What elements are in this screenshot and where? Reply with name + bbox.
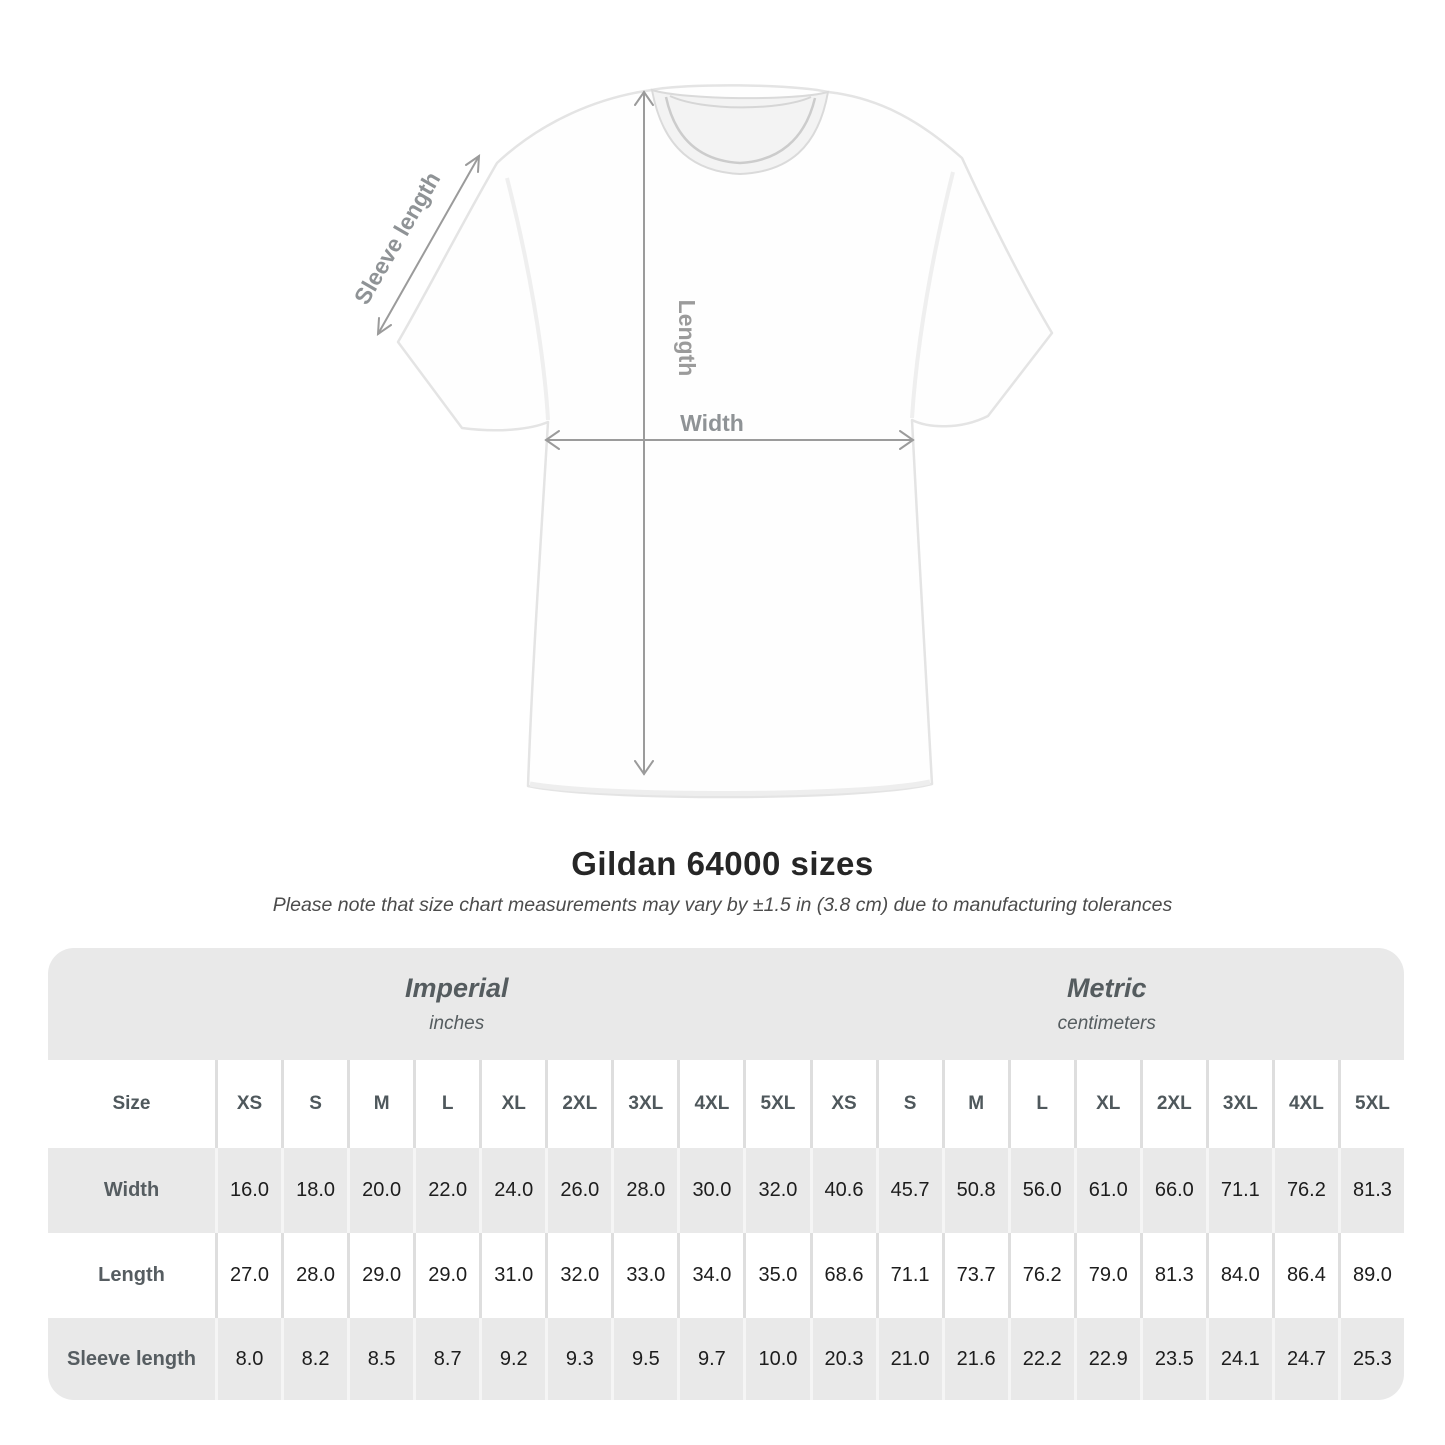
value-cell: 24.1 — [1206, 1318, 1272, 1400]
imperial-band — [48, 948, 810, 1060]
size-header-metric-3xl: 3XL — [1206, 1060, 1272, 1148]
size-header-metric-4xl: 4XL — [1272, 1060, 1338, 1148]
value-cell: 24.7 — [1272, 1318, 1338, 1400]
value-cell: 8.5 — [347, 1318, 413, 1400]
value-cell: 79.0 — [1074, 1233, 1140, 1318]
value-cell: 23.5 — [1140, 1318, 1206, 1400]
value-cell: 35.0 — [743, 1233, 809, 1318]
size-header-imperial-2xl: 2XL — [545, 1060, 611, 1148]
size-header-imperial-m: M — [347, 1060, 413, 1148]
value-cell: 24.0 — [479, 1148, 545, 1233]
value-cell: 31.0 — [479, 1233, 545, 1318]
value-cell: 10.0 — [743, 1318, 809, 1400]
value-cell: 56.0 — [1008, 1148, 1074, 1233]
value-cell: 68.6 — [810, 1233, 876, 1318]
metric-unit-name: Metric — [1066, 973, 1147, 1003]
size-header-metric-5xl: 5XL — [1338, 1060, 1404, 1148]
chart-title: Gildan 64000 sizes — [571, 845, 874, 882]
imperial-unit-name: Imperial — [404, 973, 509, 1003]
value-cell: 40.6 — [810, 1148, 876, 1233]
size-header-imperial-s: S — [281, 1060, 347, 1148]
length-label: Length — [674, 299, 700, 377]
value-cell: 26.0 — [545, 1148, 611, 1233]
value-cell: 86.4 — [1272, 1233, 1338, 1318]
value-cell: 45.7 — [876, 1148, 942, 1233]
metric-band — [810, 948, 1405, 1060]
value-cell: 8.7 — [413, 1318, 479, 1400]
size-header-metric-m: M — [942, 1060, 1008, 1148]
size-header-imperial-xl: XL — [479, 1060, 545, 1148]
value-cell: 9.3 — [545, 1318, 611, 1400]
imperial-unit-sublabel: inches — [429, 1013, 485, 1034]
value-cell: 20.3 — [810, 1318, 876, 1400]
value-cell: 22.0 — [413, 1148, 479, 1233]
value-cell: 18.0 — [281, 1148, 347, 1233]
chart-note: Please note that size chart measurements may vary by ±1.5 in (3.8 cm) due to manufacturing tolerances — [272, 894, 1173, 916]
size-table — [48, 948, 1404, 1400]
value-cell: 89.0 — [1338, 1233, 1404, 1318]
value-cell: 71.1 — [876, 1233, 942, 1318]
value-cell: 81.3 — [1140, 1233, 1206, 1318]
size-header-metric-2xl: 2XL — [1140, 1060, 1206, 1148]
value-cell: 61.0 — [1074, 1148, 1140, 1233]
value-cell: 76.2 — [1008, 1233, 1074, 1318]
value-cell: 73.7 — [942, 1233, 1008, 1318]
value-cell: 29.0 — [413, 1233, 479, 1318]
value-cell: 76.2 — [1272, 1148, 1338, 1233]
width-label: Width — [680, 410, 744, 436]
value-cell: 16.0 — [215, 1148, 281, 1233]
value-cell: 21.0 — [876, 1318, 942, 1400]
size-header-imperial-3xl: 3XL — [611, 1060, 677, 1148]
size-column-header: Size — [48, 1060, 215, 1148]
value-cell: 84.0 — [1206, 1233, 1272, 1318]
row-label-length: Length — [48, 1233, 215, 1318]
value-cell: 8.2 — [281, 1318, 347, 1400]
value-cell: 32.0 — [743, 1148, 809, 1233]
value-cell: 27.0 — [215, 1233, 281, 1318]
value-cell: 9.7 — [677, 1318, 743, 1400]
size-header-metric-xl: XL — [1074, 1060, 1140, 1148]
size-header-metric-xs: XS — [810, 1060, 876, 1148]
value-cell: 29.0 — [347, 1233, 413, 1318]
value-cell: 22.9 — [1074, 1318, 1140, 1400]
row-label-width: Width — [48, 1148, 215, 1233]
value-cell: 50.8 — [942, 1148, 1008, 1233]
row-label-sleeve-length: Sleeve length — [48, 1318, 215, 1400]
sleeve-length-label: Sleeve length — [348, 167, 446, 309]
size-header-imperial-xs: XS — [215, 1060, 281, 1148]
value-cell: 34.0 — [677, 1233, 743, 1318]
value-cell: 32.0 — [545, 1233, 611, 1318]
value-cell: 66.0 — [1140, 1148, 1206, 1233]
value-cell: 22.2 — [1008, 1318, 1074, 1400]
shirt-body — [398, 85, 1052, 797]
value-cell: 9.5 — [611, 1318, 677, 1400]
size-header-imperial-5xl: 5XL — [743, 1060, 809, 1148]
value-cell: 20.0 — [347, 1148, 413, 1233]
value-cell: 9.2 — [479, 1318, 545, 1400]
value-cell: 81.3 — [1338, 1148, 1404, 1233]
metric-unit-sublabel: centimeters — [1057, 1013, 1156, 1034]
size-header-imperial-4xl: 4XL — [677, 1060, 743, 1148]
size-header-metric-s: S — [876, 1060, 942, 1148]
value-cell: 71.1 — [1206, 1148, 1272, 1233]
value-cell: 28.0 — [611, 1148, 677, 1233]
value-cell: 21.6 — [942, 1318, 1008, 1400]
value-cell: 25.3 — [1338, 1318, 1404, 1400]
value-cell: 30.0 — [677, 1148, 743, 1233]
size-header-imperial-l: L — [413, 1060, 479, 1148]
value-cell: 28.0 — [281, 1233, 347, 1318]
value-cell: 8.0 — [215, 1318, 281, 1400]
value-cell: 33.0 — [611, 1233, 677, 1318]
size-header-metric-l: L — [1008, 1060, 1074, 1148]
